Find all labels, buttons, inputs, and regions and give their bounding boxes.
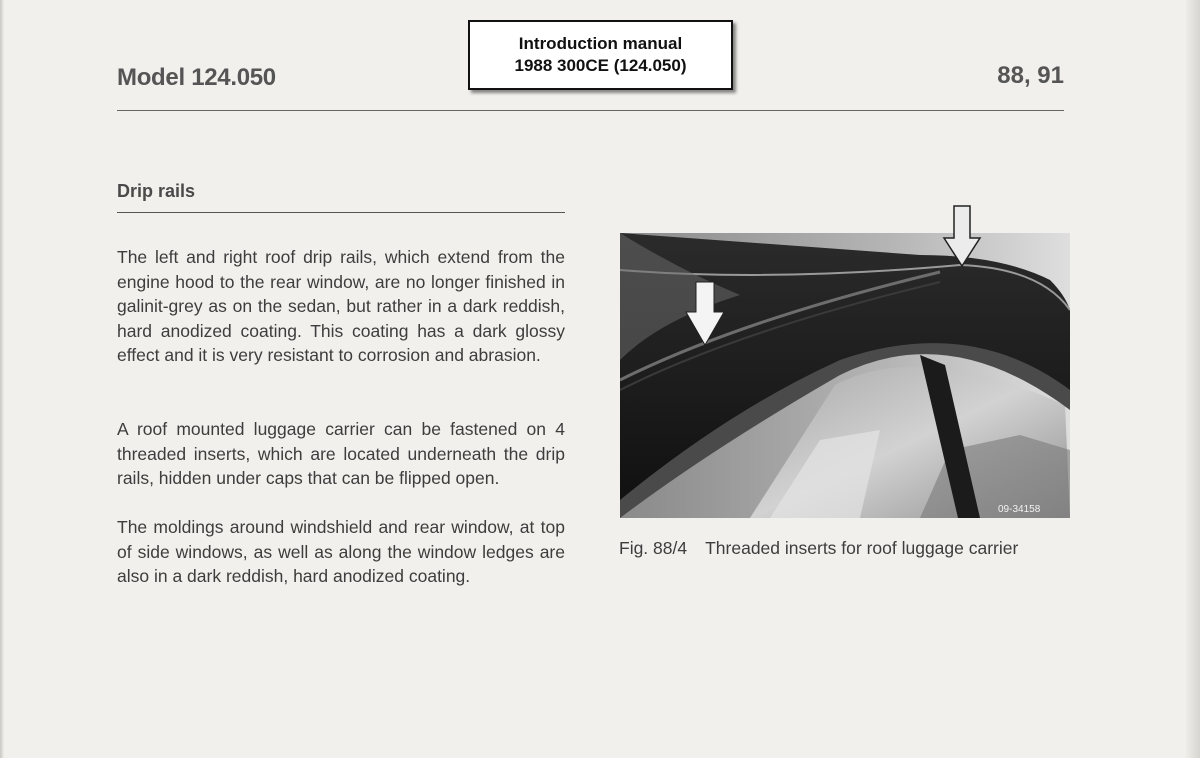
title-box-line2: 1988 300CE (124.050) [514, 56, 687, 75]
page-edge-left [0, 0, 4, 758]
page-numbers: 88, 91 [997, 62, 1064, 89]
section-divider [117, 212, 565, 213]
photo-code: 09-34158 [998, 504, 1041, 515]
title-box [468, 20, 733, 90]
figure-caption-text: Threaded inserts for roof luggage carrier [705, 538, 1019, 558]
title-box-line1: Introduction manual [518, 34, 683, 53]
page-edge-right [1186, 0, 1200, 758]
figure-caption [619, 538, 1018, 559]
roof-photo-illustration [620, 200, 1070, 520]
paragraph-drip-rails: The left and right roof drip rails, which extend from the engine hood to the rear window, are no longer finished in galinit-grey as on the sedan, but rather in a dark reddish, hard anodized coating. This coating has a dark glossy effect and it is very resistant to corrosion and abrasion. [117, 247, 565, 365]
section-title: Drip rails [117, 181, 196, 201]
figure-number: Fig. 88/4 [619, 538, 688, 558]
model-heading: Model 124.050 [117, 64, 276, 91]
paragraph-moldings: The moldings around windshield and rear window, at top of side windows, as well as along the window ledges are also in a dark reddish, hard anodized coating. [117, 517, 565, 586]
figure-photo [620, 200, 1070, 520]
header-divider [117, 110, 1064, 111]
paragraph-luggage-carrier: A roof mounted luggage carrier can be fastened on 4 threaded inserts, which are located underneath the drip rails, hidden under caps that can be flipped open. [117, 419, 565, 488]
